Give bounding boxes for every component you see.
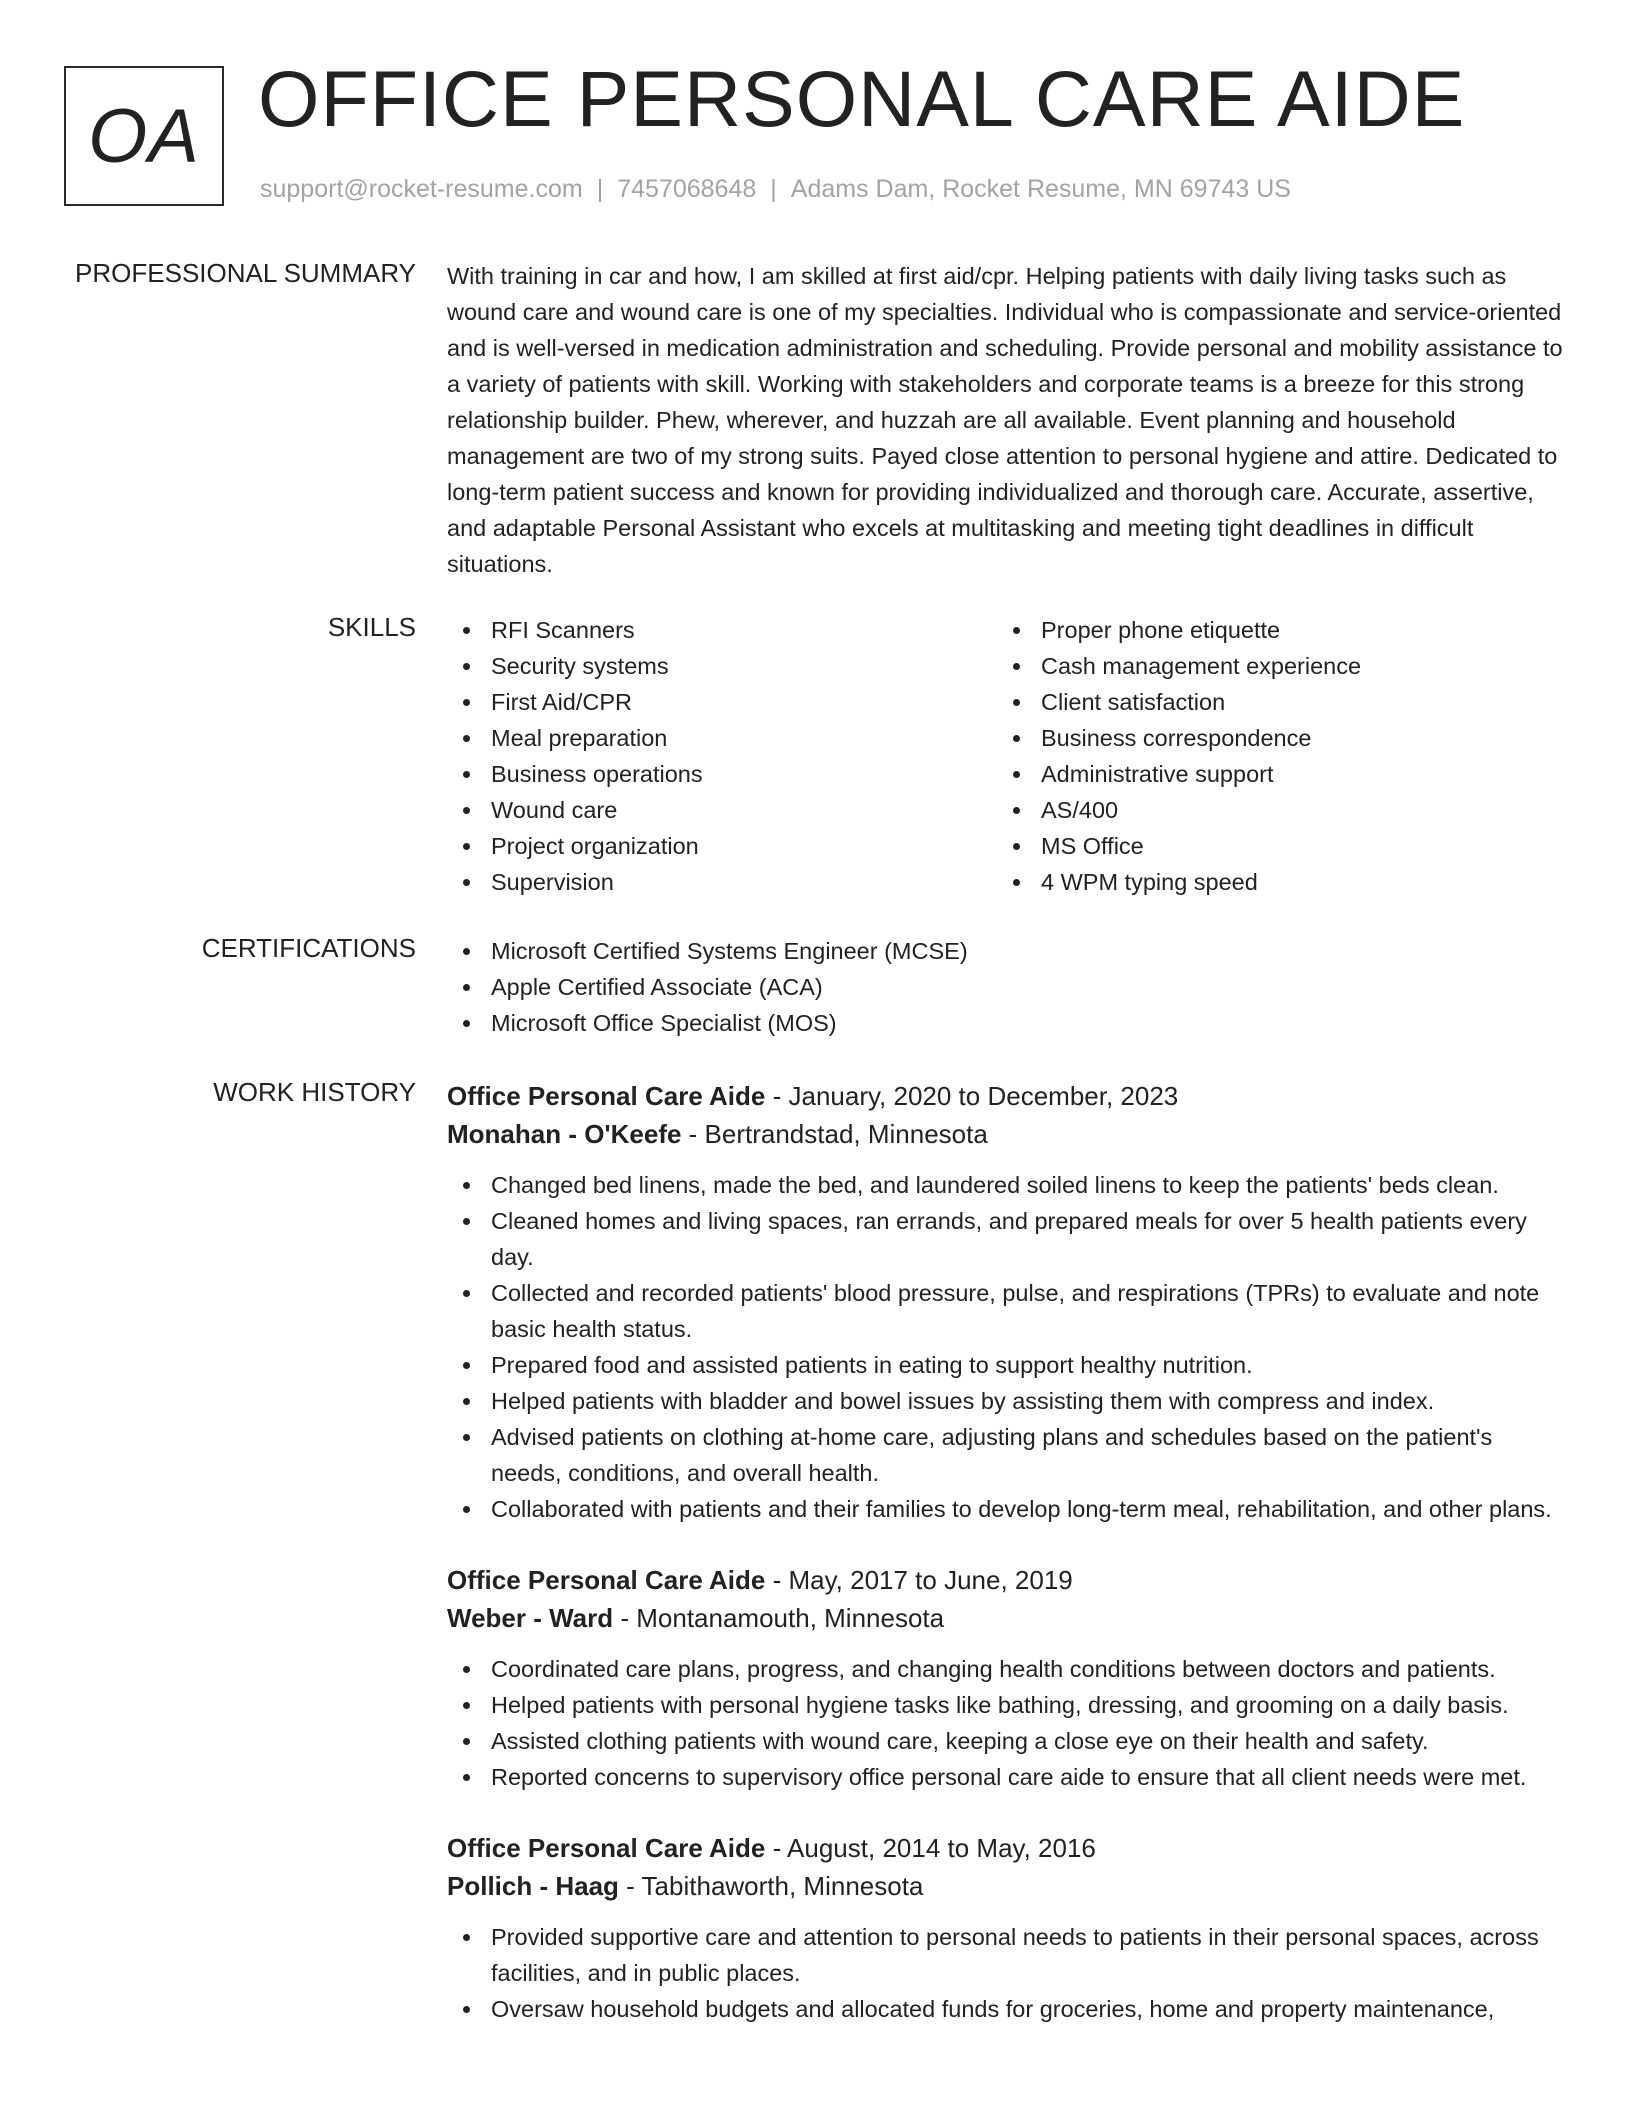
summary-content xyxy=(447,258,1567,582)
job-bullet: Prepared food and assisted patients in eating to support healthy nutrition. xyxy=(447,1347,1567,1383)
certifications-content xyxy=(447,933,1567,1041)
skill-item: Business operations xyxy=(447,756,997,792)
skill-item: Cash management experience xyxy=(997,648,1547,684)
contact-phone: 7457068648 xyxy=(617,175,757,203)
job-entry xyxy=(447,1077,1567,1527)
job-bullet: Collaborated with patients and their families to develop long-term meal, rehabilitation, and other plans. xyxy=(447,1491,1567,1527)
job-dates: - May, 2017 to June, 2019 xyxy=(765,1565,1073,1595)
certification-item: Apple Certified Associate (ACA) xyxy=(447,969,1567,1005)
job-bullet: Cleaned homes and living spaces, ran errands, and prepared meals for over 5 health patients every day. xyxy=(447,1203,1567,1275)
job-bullet: Changed bed linens, made the bed, and laundered soiled linens to keep the patients' beds clean. xyxy=(447,1167,1567,1203)
skill-item: Business correspondence xyxy=(997,720,1547,756)
job-bullet: Collected and recorded patients' blood pressure, pulse, and respirations (TPRs) to evaluate and note basic health status. xyxy=(447,1275,1567,1347)
skills-column-right xyxy=(997,612,1547,900)
job-title: Office Personal Care Aide xyxy=(447,1081,766,1111)
job-bullet: Assisted clothing patients with wound care, keeping a close eye on their health and safety. xyxy=(447,1723,1567,1759)
certification-item: Microsoft Office Specialist (MOS) xyxy=(447,1005,1567,1041)
job-company: Monahan - O'Keefe xyxy=(447,1119,682,1149)
job-title: Office Personal Care Aide xyxy=(447,1565,766,1595)
job-company-line xyxy=(447,1867,1567,1905)
job-location: - Bertrandstad, Minnesota xyxy=(681,1119,988,1149)
skill-item: RFI Scanners xyxy=(447,612,997,648)
summary-text: With training in car and how, I am skilled at first aid/cpr. Helping patients with daily living tasks such as wound care and wound care is one of my specialties. Individual who is compassionate and service-oriented and is well-versed in medication administration and scheduling. Provide personal and mobility assistance to a variety of patients with skill. Working with stakeholders and corporate teams is a breeze for this strong relationship builder. Phew, wherever, and huzzah are all available. Event planning and household management are two of my strong suits. Payed close attention to personal hygiene and attire. Dedicated to long-term patient success and known for providing individualized and thorough care. Accurate, assertive, and adaptable Personal Assistant who excels at multitasking and meeting tight deadlines in difficult situations. xyxy=(447,263,1563,577)
job-title-line xyxy=(447,1077,1567,1115)
job-title: Office Personal Care Aide xyxy=(447,1833,766,1863)
job-bullet: Oversaw household budgets and allocated funds for groceries, home and property maintenance, xyxy=(447,1991,1567,2027)
monogram-initials: OA xyxy=(88,93,200,179)
skill-item: First Aid/CPR xyxy=(447,684,997,720)
job-bullets xyxy=(447,1919,1567,2027)
job-title-line xyxy=(447,1561,1567,1599)
contact-separator: | xyxy=(770,175,777,203)
work-history-content xyxy=(447,1077,1567,2061)
skill-item: Wound care xyxy=(447,792,997,828)
section-label-skills: SKILLS xyxy=(327,612,416,642)
skill-item: Supervision xyxy=(447,864,997,900)
skills-column-left xyxy=(447,612,997,900)
section-label-certifications: CERTIFICATIONS xyxy=(201,933,416,963)
job-company: Pollich - Haag xyxy=(447,1871,619,1901)
skill-item: MS Office xyxy=(997,828,1547,864)
contact-separator: | xyxy=(596,175,604,203)
skill-item: Security systems xyxy=(447,648,997,684)
job-dates: - January, 2020 to December, 2023 xyxy=(765,1081,1179,1111)
skills-content xyxy=(447,612,1567,900)
job-bullets xyxy=(447,1167,1567,1527)
job-title-line xyxy=(447,1829,1567,1867)
certification-item: Microsoft Certified Systems Engineer (MCSE) xyxy=(447,933,1567,969)
job-bullet: Coordinated care plans, progress, and changing health conditions between doctors and patients. xyxy=(447,1651,1567,1687)
skills-list-left xyxy=(447,612,997,900)
skill-item: Project organization xyxy=(447,828,997,864)
job-location: - Tabithaworth, Minnesota xyxy=(618,1871,924,1901)
job-entry xyxy=(447,1829,1567,2027)
certifications-list xyxy=(447,933,1567,1041)
skill-item: 4 WPM typing speed xyxy=(997,864,1547,900)
job-location: - Montanamouth, Minnesota xyxy=(613,1603,945,1633)
skill-item: Meal preparation xyxy=(447,720,997,756)
skills-list-right xyxy=(997,612,1547,900)
job-company-line xyxy=(447,1599,1567,1637)
section-label-summary: PROFESSIONAL SUMMARY xyxy=(75,258,416,288)
job-bullet: Provided supportive care and attention to personal needs to patients in their personal spaces, across facilities, and in public places. xyxy=(447,1919,1567,1991)
job-bullets xyxy=(447,1651,1567,1795)
job-bullet: Helped patients with bladder and bowel issues by assisting them with compress and index. xyxy=(447,1383,1567,1419)
job-company: Weber - Ward xyxy=(447,1603,614,1633)
job-bullet: Helped patients with personal hygiene tasks like bathing, dressing, and grooming on a daily basis. xyxy=(447,1687,1567,1723)
job-company-line xyxy=(447,1115,1567,1153)
contact-line xyxy=(260,175,1291,204)
job-dates: - August, 2014 to May, 2016 xyxy=(765,1833,1096,1863)
skill-item: Administrative support xyxy=(997,756,1547,792)
job-entry xyxy=(447,1561,1567,1795)
skill-item: Client satisfaction xyxy=(997,684,1547,720)
job-bullet: Reported concerns to supervisory office personal care aide to ensure that all client needs were met. xyxy=(447,1759,1567,1795)
job-bullet: Advised patients on clothing at-home care, adjusting plans and schedules based on the patient's needs, conditions, and overall health. xyxy=(447,1419,1567,1491)
section-label-work-history: WORK HISTORY xyxy=(213,1077,416,1107)
skill-item: AS/400 xyxy=(997,792,1547,828)
resume-title: OFFICE PERSONAL CARE AIDE xyxy=(258,54,1466,143)
contact-address: Adams Dam, Rocket Resume, MN 69743 US xyxy=(790,175,1291,203)
skill-item: Proper phone etiquette xyxy=(997,612,1547,648)
monogram-box xyxy=(64,66,224,206)
contact-email: support@rocket-resume.com xyxy=(260,175,583,203)
skills-grid xyxy=(447,612,1567,900)
